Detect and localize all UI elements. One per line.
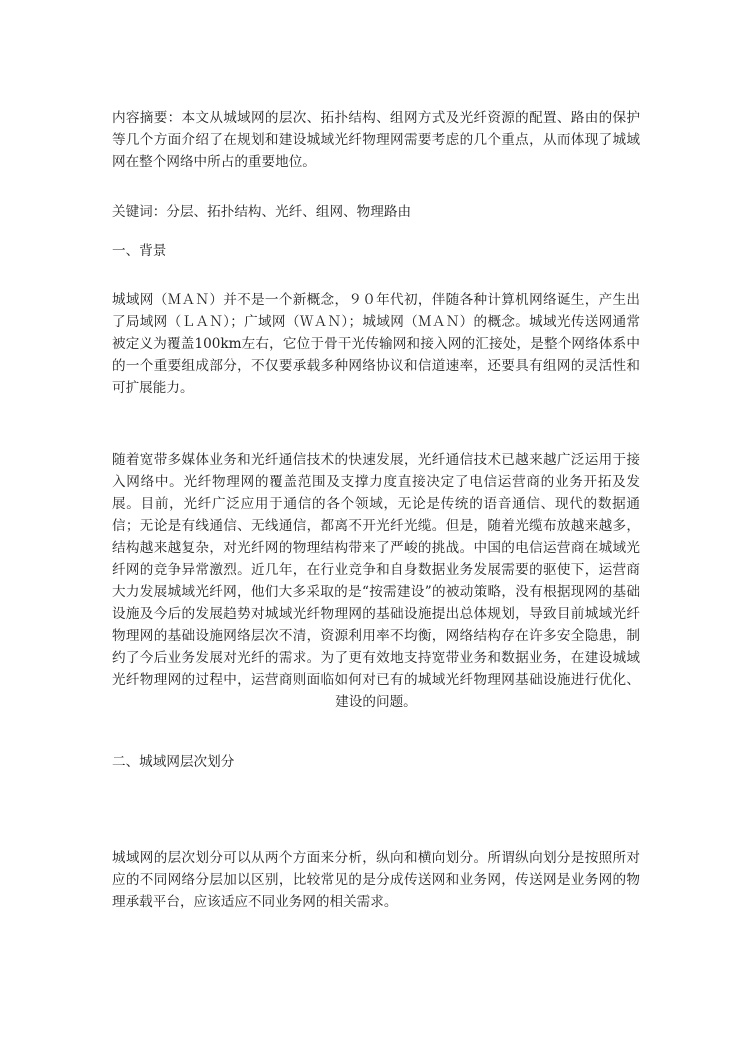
abstract-paragraph: 内容摘要：本文从城域网的层次、拓扑结构、组网方式及光纤资源的配置、路由的保护等几个方面介绍了在规划和建设城域光纤物理网需要考虑的几个重点，从而体现了城域网在整个网络中所占的重要地位。 — [112, 110, 640, 170]
layering-paragraph-1: 城域网的层次划分可以从两个方面来分析，纵向和横向划分。所谓纵向划分是按照所对应的不同网络分层加以区别，比较常见的是分成传送网和业务网，传送网是业务网的物理承载平台，应该适应不同业务网的相关需求。 — [112, 850, 640, 910]
section-heading-layering: 二、城域网层次划分 — [112, 754, 235, 770]
keywords-line: 关键词：分层、拓扑结构、光纤、组网、物理路由 — [112, 204, 412, 220]
section-heading-background: 一、背景 — [112, 243, 167, 259]
background-paragraph-2: 随着宽带多媒体业务和光纤通信技术的快速发展，光纤通信技术已越来越广泛运用于接入网络中。光纤物理网的覆盖范围及支撑力度直接决定了电信运营商的业务开拓及发展。目前，光纤广泛应用于通信的各个领域，无论是传统的语音通信、现代的数据通信；无论是有线通信、无线通信，都离不开光纤光缆。但是，随着光缆布放越来越多，结构越来越复杂，对光纤网的物理结构带来了严峻的挑战。中国的电信运营商在城域光纤网的竞争异常激烈。近几年，在行业竞争和自身数据业务发展需要的驱使下，运营商大力发展城域光纤网，他们大多采取的是“按需建设”的被动策略，没有根据现网的基础设施及今后的发展趋势对城域光纤物理网的基础设施提出总体规划，导致目前城域光纤物理网的基础设施网络层次不清，资源利用率不均衡，网络结构存在许多安全隐患，制约了今后业务发展对光纤的需求。为了更有效地支持宽带业务和数据业务，在建设城域光纤物理网的过程中，运营商则面临如何对已有的城域光纤物理网基础设施进行优化、建设的问题。 — [112, 452, 640, 710]
background-paragraph-1: 城域网（ＭＡＮ）并不是一个新概念，９０年代初，伴随各种计算机网络诞生，产生出了局域网（ＬＡＮ）；广域网（ＷＡＮ）；城域网（ＭＡＮ）的概念。城域光传送网通常被定义为覆盖100km左右，它位于骨干光传输网和接入网的汇接处，是整个网络体系中的一个重要组成部分，不仅要承载多种网络协议和信道速率，还要具有组网的灵活性和可扩展能力。 — [112, 292, 640, 396]
